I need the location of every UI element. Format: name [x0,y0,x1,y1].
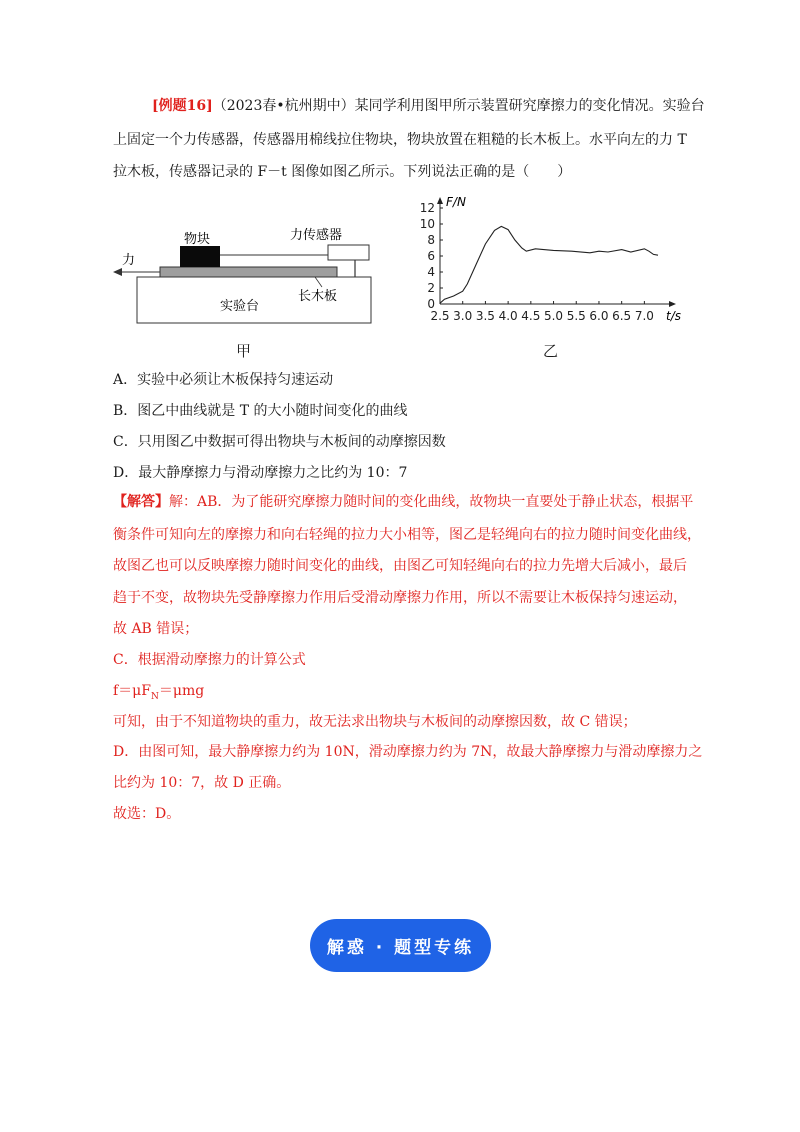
label-board: 长木板 [298,289,338,304]
label-sensor: 力传感器 [290,228,343,243]
x-axis-label: t/s [666,309,681,323]
figure-apparatus [110,215,380,330]
label-table: 实验台 [220,299,260,314]
answer-line-11: 故选：D。 [113,806,181,822]
option-a: A．实验中必须让木板保持匀速运动 [113,372,334,388]
x-tick-label: 6.5 [612,309,632,323]
question-line-2: 上固定一个力传感器，传感器用棉线拉住物块，物块放置在粗糙的长木板上。水平向左的力 T [113,132,687,148]
option-b: B．图乙中曲线就是 T 的大小随时间变化的曲线 [113,403,408,419]
option-d: D．最大静摩擦力与滑动摩擦力之比约为 10：7 [113,465,408,481]
x-tick-label: 4.5 [521,309,541,323]
question-source: （2023春•杭州期中） [212,98,355,114]
y-tick-label: 4 [427,265,435,279]
y-tick-label: 8 [427,233,435,247]
pull-arrow-head [113,268,122,276]
answer-line-2: 衡条件可知向左的摩擦力和向右轻绳的拉力大小相等，图乙是轻绳向右的拉力随时间变化曲线， [113,527,701,543]
answer-line-1: 【解答】解：AB．为了能研究摩擦力随时间的变化曲线，故物块一直要处于静止状态，根据平 [113,494,694,510]
x-tick-label: 6.0 [589,309,609,323]
x-axis-arrow [669,301,676,307]
answer-line-6: C．根据滑动摩擦力的计算公式 [113,652,306,668]
answer-line-4: 趋于不变，故物块先受静摩擦力作用后受滑动摩擦力作用，所以不需要让木板保持匀速运动， [113,590,687,606]
question-line-1: [例题16]（2023春•杭州期中）某同学利用图甲所示装置研究摩擦力的变化情况。实验台 [152,98,705,114]
x-tick-label: 5.5 [566,309,586,323]
answer-line-3: 故图乙也可以反映摩擦力随时间变化的曲线，由图乙可知轻绳向右的拉力先增大后减小，最后 [113,558,687,574]
caption-a: 甲 [236,342,252,360]
label-block: 物块 [184,232,211,247]
y-axis-arrow [437,197,443,204]
block [180,246,220,267]
answer-tag: 【解答】 [113,494,169,510]
x-tick-label: 2.5 [430,309,450,323]
label-force: 力 [122,253,136,268]
option-c: C．只用图乙中数据可得出物块与木板间的动摩擦因数 [113,434,446,450]
answer-line-10: 比约为 10：7，故 D 正确。 [113,775,291,791]
y-tick-label: 0 [427,297,435,311]
x-tick-label: 3.0 [453,309,473,323]
y-tick-label: 2 [427,281,435,295]
y-axis-label: F/N [446,195,466,209]
long-board [160,267,337,277]
figure-chart [418,194,698,329]
answer-formula: $f=\mu F_N=\mu mg$ [113,683,205,702]
y-tick-label: 12 [419,201,435,215]
y-tick-label: 10 [419,217,435,231]
answer-line-8: 可知，由于不知道物块的重力，故无法求出物块与木板间的动摩擦因数，故 C 错误； [113,714,637,730]
x-tick-label: 3.5 [475,309,495,323]
question-line-3: 拉木板，传感器记录的 F－t 图像如图乙所示。下列说法正确的是（ ） [113,164,572,180]
answer-line-9: D．由图可知，最大静摩擦力约为 10N，滑动摩擦力约为 7N，故最大静摩擦力与滑动摩擦力之 [113,744,703,760]
force-curve [440,226,658,303]
section-banner: 解惑 · 题型专练 [310,919,491,972]
x-tick-label: 7.0 [634,309,654,323]
y-tick-label: 6 [427,249,435,263]
force-sensor [328,245,369,260]
x-tick-label: 4.0 [498,309,518,323]
x-tick-label: 5.0 [543,309,564,323]
chart-axes [437,197,676,307]
question-tag: [例题16] [152,98,213,114]
caption-b: 乙 [543,342,559,360]
answer-line-5: 故 AB 错误； [113,621,199,637]
